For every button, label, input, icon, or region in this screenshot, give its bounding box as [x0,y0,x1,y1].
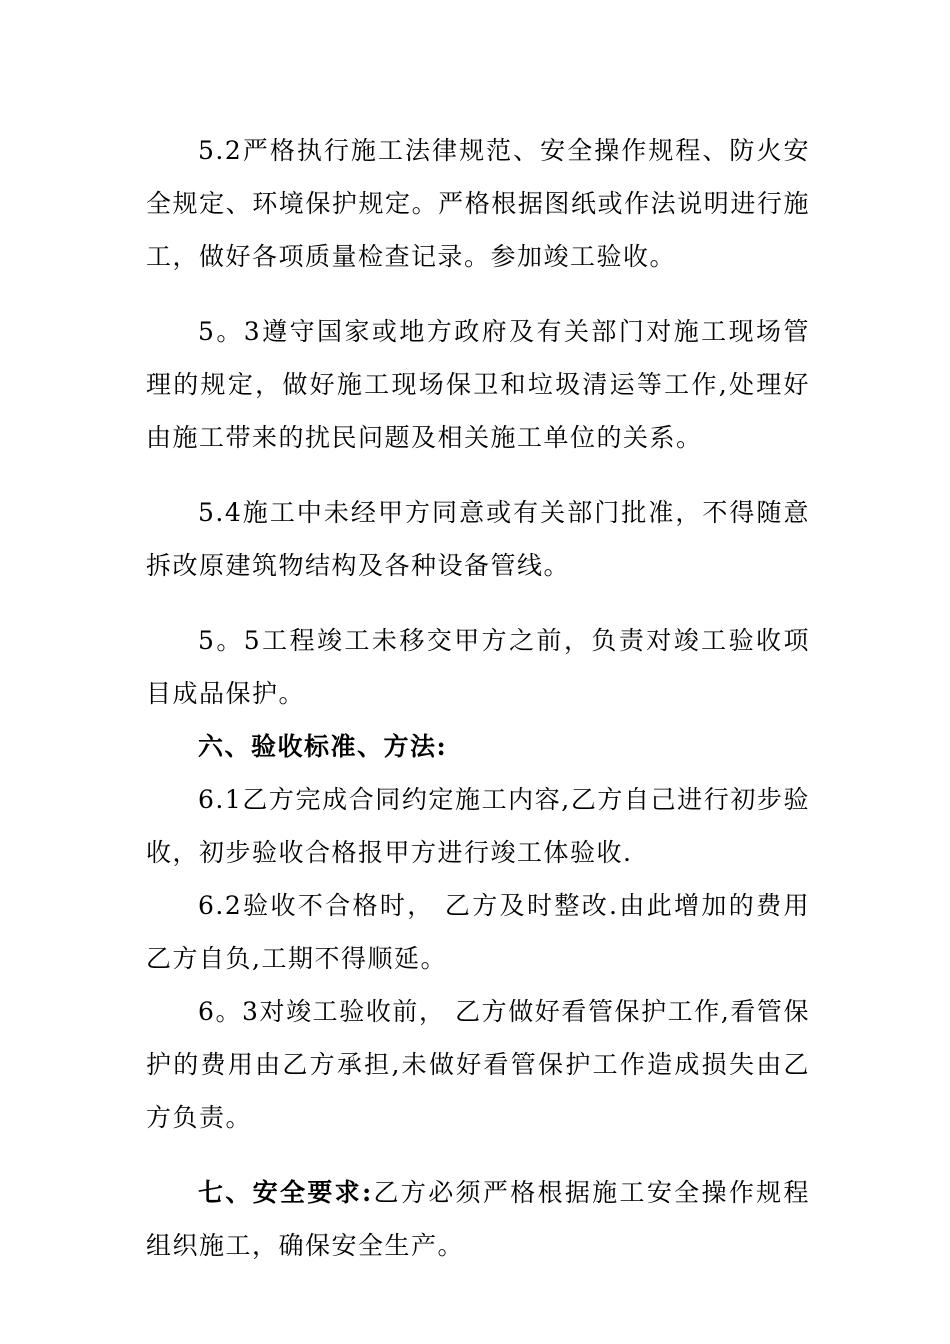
section-6-heading: 六、验收标准、方法: [198,732,448,761]
paragraph-5-2: 5.2严格执行施工法律规范、安全操作规程、防火安全规定、环境保护规定。严格根据图纸或作法说明进行施工，做好各项质量检查记录。参加竣工验收。 [146,136,810,271]
document-page [146,124,810,1272]
paragraph-7 [146,1166,810,1272]
section-7-text: 乙方必须严格根据施工安全操作规程组织施工，确保安全生产。 [146,1178,810,1260]
paragraph-6-1: 6.1乙方完成合同约定施工内容,乙方自己进行初步验收，初步验收合格报甲方进行竣工体验收. [146,785,810,867]
paragraph-6-2: 6.2验收不合格时， 乙方及时整改.由此增加的费用乙方自负,工期不得顺延。 [146,891,810,973]
paragraph-5-5: 5。5工程竣工未移交甲方之前，负责对竣工验收项目成品保护。 [146,626,810,708]
paragraph-5-3: 5。3遵守国家或地方政府及有关部门对施工现场管理的规定，做好施工现场保卫和垃圾清运等工作,处理好由施工带来的扰民问题及相关施工单位的关系。 [146,317,810,452]
paragraph-6-3: 6。3对竣工验收前， 乙方做好看管保护工作,看管保护的费用由乙方承担,未做好看管保护工作造成损失由乙方负责。 [146,997,810,1132]
section-7-heading: 七、安全要求: [198,1178,373,1207]
paragraph-5-4: 5.4施工中未经甲方同意或有关部门批准，不得随意拆改原建筑物结构及各种设备管线。 [146,498,810,580]
